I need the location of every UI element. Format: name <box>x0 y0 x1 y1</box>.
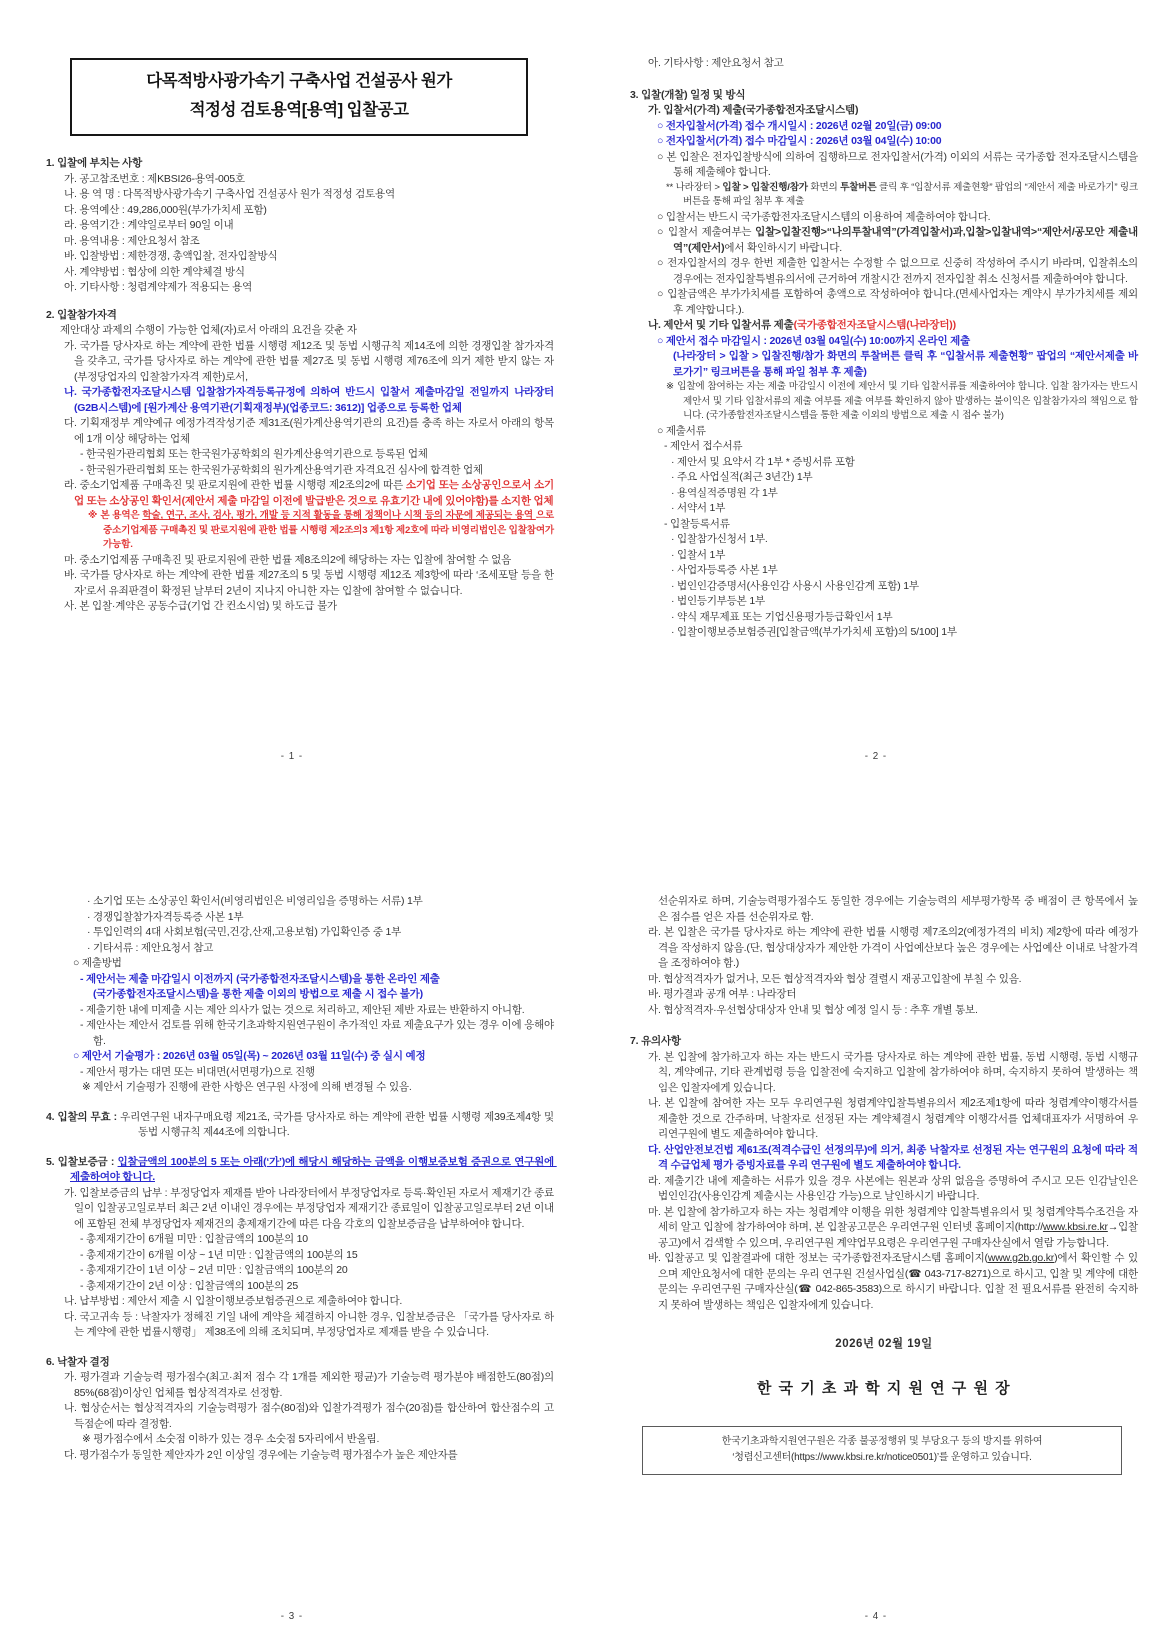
page-body <box>46 152 557 615</box>
title-line-1: 다목적방사광가속기 구축사업 건설공사 원가 <box>146 72 452 90</box>
text-line <box>630 987 1138 1003</box>
text-segment: 가. 국가를 당사자로 하는 계약에 관한 법률 시행령 제12조 및 동법 시행규칙 제14조에 의한 경쟁입찰 참가자격을 갖추고, 국가를 당사자로 하는 계약에 관한 법률 제27조 및 동법 시행령 제76조에 의거 제한 받지 않는 자(부정당업자의 입찰참가자격 제한)로서, <box>64 339 554 383</box>
text-segment: ※ 제안서 기술평가 진행에 관한 사항은 연구원 사정에 의해 변경될 수 있음. <box>82 1081 412 1093</box>
text-line <box>630 287 1141 318</box>
text-line <box>46 187 554 203</box>
spacer <box>630 72 1138 88</box>
text-line <box>46 568 557 599</box>
text-segment: 바. 입찰공고 및 입찰결과에 대한 정보는 국가종합전자조달시스템 홈페이지( <box>648 1252 988 1264</box>
text-segment: - 총제재기간이 6개월 미만 : 입찰금액의 100분의 10 <box>80 1233 308 1245</box>
text-line <box>630 256 1141 287</box>
text-line <box>46 478 554 509</box>
text-line <box>630 1337 1138 1353</box>
text-line <box>642 1426 1122 1475</box>
page-1 <box>0 0 584 826</box>
page-number: - 3 - <box>280 1610 304 1622</box>
text-segment: ○ 전자입찰서(가격) 접수 마감일시 : 2026년 03월 04일(수) 10:00 <box>657 135 942 147</box>
text-segment: - 제안서 접수서류 <box>664 440 743 452</box>
title-line-2: 적정성 검토용역[용역] 입찰공고 <box>189 101 409 119</box>
text-segment: 라. 용역기간 : 계약일로부터 90일 이내 <box>64 219 234 231</box>
text-line <box>630 1003 1138 1019</box>
text-segment: 다. 기획재정부 계약예규 예정가격작성기준 제31조(원가계산용역기관의 요건)를 충족 하는 자로서 아래의 항목에 1개 이상 해당하는 업체 <box>64 417 554 445</box>
text-line <box>46 1003 554 1019</box>
text-segment: 학술, 연구, 조사, 검사, 평가, 개발 등 지적 활동을 통해 정책이나 시책 등의 자문에 제공되는 용역 <box>142 510 536 521</box>
text-segment: 라. 본 입찰은 국가를 당사자로 하는 계약에 관한 법률 시행령 제7조의2(예정가격의 비치) 제2항에 따라 예정가격을 작성하지 않음.(단, 협상대상자가 제안한 가격이 사업예산보다 높은 경우에는 사업예산 이내로 낙찰가격을 조정하여야 함.) <box>648 926 1139 969</box>
page-2 <box>584 0 1168 826</box>
text-segment: ※ 본 용역은 <box>88 510 143 521</box>
page-body <box>630 894 1141 1475</box>
text-segment: · 사업자등록증 사본 1부 <box>671 564 778 576</box>
text-line <box>630 532 1138 548</box>
text-line <box>46 416 554 447</box>
notice-title-box <box>70 58 528 136</box>
link[interactable]: www.kbsi.re.kr <box>1042 1221 1108 1233</box>
link[interactable]: www.g2b.go.kr <box>987 1252 1055 1264</box>
text-segment: 화면의 <box>807 181 841 193</box>
text-segment: ** 나라장터 > <box>666 181 723 193</box>
text-segment: ○ 입찰서 제출여부는 <box>657 226 756 238</box>
text-segment: 가. 본 입찰에 참가하고자 하는 자는 반드시 국가를 당사자로 하는 계약에 관한 법률, 동법 시행령, 동법 시행규칙, 계약예규, 기타 관계법령 등을 입찰전에 숙지하고 입찰에 참가하여야 하며, 숙지하지 못하여 발생하는 책임은 입찰자에게 있습니다. <box>648 1050 1138 1094</box>
text-line <box>630 1174 1141 1205</box>
text-line <box>630 470 1138 486</box>
text-line <box>46 1279 554 1295</box>
text-line <box>46 203 554 219</box>
text-segment: 마. 중소기업제품 구매촉진 및 판로지원에 관한 법률 제8조의2에 해당하는 자는 입찰에 참여할 수 없음 <box>64 553 512 566</box>
text-line <box>46 1155 557 1186</box>
text-line <box>46 987 554 1003</box>
text-line <box>46 1294 554 1310</box>
text-line <box>630 103 1138 119</box>
page-body <box>630 56 1141 641</box>
text-line <box>630 625 1138 641</box>
text-segment: · 서약서 1부 <box>671 502 726 514</box>
text-line <box>46 1355 554 1371</box>
text-segment: 1. 입찰에 부치는 사항 <box>46 157 143 169</box>
text-line <box>46 265 554 281</box>
text-line <box>46 956 554 972</box>
text-line <box>46 1448 554 1464</box>
text-segment: · 기타서류 : 제안요청서 참고 <box>87 941 214 954</box>
text-segment: ○ 입찰서는 반드시 국가종합전자조달시스템의 이용하여 제출하여야 합니다. <box>657 210 991 223</box>
text-segment: ○ 전자입찰서(가격) 접수 개시일시 : 2026년 02월 20일(금) 09:00 <box>657 119 942 132</box>
spacer <box>630 1313 1138 1337</box>
text-line <box>630 1034 1138 1050</box>
text-segment: 에서 확인하시기 바랍니다. <box>724 241 842 254</box>
text-line <box>46 1248 554 1264</box>
text-line <box>46 509 557 553</box>
text-segment: · 경쟁입찰참가자격등록증 사본 1부 <box>87 910 244 923</box>
text-segment: 소기업 또는 소상공인으로서 소기업 또는 소상공인 확인서(제안서 제출 마감일 이전에 발급받은 것으로 유효기간 내에 있어야함)를 소지한 업체 <box>74 479 554 507</box>
text-segment: 7. 유의사항 <box>630 1035 681 1047</box>
text-line <box>46 1232 554 1248</box>
text-line <box>46 308 554 324</box>
text-segment: - 입찰등록서류 <box>664 517 730 530</box>
text-segment: 입찰>입찰진행>“나의투찰내역”(가격입찰서)과,입찰>입찰내역>“제안서/공모안 제출내역”(제안서) <box>673 226 1138 254</box>
text-line <box>46 1049 554 1065</box>
text-segment: · 입찰참가신청서 1부. <box>671 533 768 545</box>
text-line <box>46 925 554 941</box>
text-line <box>46 1310 554 1341</box>
text-line <box>46 553 554 569</box>
text-line <box>630 1251 1141 1313</box>
text-line <box>630 210 1138 226</box>
text-segment: 우리연구원 내자구매요령 제21조, 국가를 당사자로 하는 계약에 관한 법률 시행령 제39조제4항 및 동법 시행규칙 제44조에 의합니다. <box>120 1110 557 1138</box>
text-segment: 나. 협상순서는 협상적격자의 기술능력평가 점수(80점)와 입찰가격평가 점수(20점)를 합산하여 합산점수의 고득점순에 따라 결정함. <box>64 1402 554 1430</box>
text-line <box>630 563 1138 579</box>
text-line <box>630 1381 1138 1397</box>
text-line <box>46 1263 554 1279</box>
text-segment: 가. 평가결과 기술능력 평가점수(최고·최저 점수 각 1개를 제외한 평균)가 기술능력 평가분야 배점한도(80점)의 85%(68점)이상인 업체를 협상적격자로 선정함. <box>64 1371 557 1399</box>
text-line <box>46 463 554 479</box>
text-segment: 바. 입찰방법 : 제한경쟁, 총액입찰, 전자입찰방식 <box>64 250 278 262</box>
text-segment: 나. 용 역 명 : 다목적방사광가속기 구축사업 건설공사 원가 적정성 검토용역 <box>64 188 395 200</box>
text-segment: 사. 본 입찰·계약은 공동수급(기업 간 컨소시엄) 및 하도급 불가 <box>64 600 337 612</box>
text-line <box>630 486 1138 502</box>
text-line <box>46 599 554 615</box>
text-segment: · 투입인력의 4대 사회보험(국민,건강,산재,고용보험) 가입확인증 중 1부 <box>87 926 402 938</box>
text-segment: ○ 제출서류 <box>657 424 706 437</box>
text-segment: - 제안사는 제안서 검토를 위해 한국기초과학지원연구원이 추가적인 자료 제출요구가 있는 경우 이에 응해야 함. <box>80 1019 557 1047</box>
text-segment: 클릭 후 “입찰서류 제출현황” 팝업의 “제안서 제출 바로가기” 링크버튼을 통해 파일 첨부 후 제출 <box>683 181 1139 207</box>
text-segment: 2026년 02월 19일 <box>835 1338 933 1350</box>
text-segment: 바. 평가결과 공개 여부 : 나라장터 <box>648 988 797 1000</box>
text-line <box>46 218 554 234</box>
text-line <box>46 234 554 250</box>
text-line <box>630 501 1138 517</box>
text-segment: · 약식 재무제표 또는 기업신용평가등급확인서 1부 <box>671 610 893 623</box>
page-number: - 2 - <box>864 750 888 762</box>
text-line <box>630 610 1138 626</box>
text-line <box>46 447 554 463</box>
text-segment: ○ 입찰금액은 부가가치세를 포함하여 총액으로 작성하여야 합니다.(면세사업자는 계약시 부가가치세를 제외 후 계약합니다.). <box>657 288 1141 316</box>
text-segment: · 제안서 및 요약서 각 1부 * 증빙서류 포함 <box>671 455 855 468</box>
text-segment: ○ 본 입찰은 전자입찰방식에 의하여 집행하므로 전자입찰서(가격) 이외의 서류는 국가종합 전자조달시스템을 통해 제출해야 합니다. <box>657 150 1141 178</box>
text-segment: 투찰버튼 <box>840 181 877 193</box>
text-segment: · 법인인감증명서(사용인감 사용시 사용인감계 포함) 1부 <box>671 579 919 592</box>
text-line <box>630 1050 1138 1097</box>
text-segment: 가. 공고참조번호 : 제KBSI26-용역-005호 <box>64 172 245 185</box>
text-line <box>46 1065 554 1081</box>
text-line <box>630 894 1138 925</box>
text-line <box>630 119 1138 135</box>
text-line <box>630 424 1138 440</box>
text-segment: 바. 국가를 당사자로 하는 계약에 관한 법률 제27조의 5 및 동법 시행령 제12조 제3항에 따라 ‘조세포탈 등을 한 자’로서 유죄판결이 확정된 날부터 2년이 지나지 아니한 자는 입찰에 참여할 수 없습니다. <box>64 569 557 597</box>
text-segment: ○ 제출방법 <box>73 957 122 969</box>
page-number: - 4 - <box>864 1610 888 1622</box>
text-line <box>46 1432 554 1448</box>
text-segment: 나. 납부방법 : 제안서 제출 시 입찰이행보증보험증권으로 제출하여야 합니다. <box>64 1295 403 1307</box>
text-segment: →입찰공고)에서 검색할 수 있으며, 우리연구원 계약업무요령은 우리연구원 구매자산실에서 열람 가능합니다. <box>658 1221 1138 1249</box>
text-segment: ○ 제안서 기술평가 : 2026년 03월 05일(목) ~ 2026년 03월 11일(수) 중 실시 예정 <box>73 1050 426 1062</box>
text-segment: (국가종합전자조달시스템(나라장터)) <box>793 319 956 331</box>
text-segment: 아. 기타사항 : 제안요청서 참고 <box>648 57 784 69</box>
text-segment: · 법인등기부등본 1부 <box>671 595 765 607</box>
page-number: - 1 - <box>280 750 304 762</box>
text-line <box>630 181 1138 210</box>
spacer <box>46 296 554 308</box>
text-segment: 아. 기타사항 : 청렴계약제가 적용되는 용역 <box>64 281 253 293</box>
text-segment: 2. 입찰참가자격 <box>46 308 117 321</box>
text-segment: 다. 산업안전보건법 제61조(적격수급인 선정의무)에 의거, 최종 낙찰자로 선정된 자는 연구원의 요청에 따라 적격 수급업체 평가 증빙자료를 우리 연구원에 별도 제출하여야 합니다. <box>648 1143 1138 1171</box>
text-segment: · 용역실적증명원 각 1부 <box>671 486 778 499</box>
text-segment: 마. 용역내용 : 제안요청서 참조 <box>64 234 200 247</box>
text-segment: - 총제재기간이 1년 이상 ~ 2년 미만 : 입찰금액의 100분의 20 <box>80 1264 348 1276</box>
text-line <box>46 1186 554 1233</box>
text-segment: 한국기초과학지원연구원은 각종 불공정행위 및 부당요구 등의 방지를 위하여 <box>721 1436 1043 1447</box>
text-line <box>630 972 1138 988</box>
text-segment: 라. 제출기간 내에 제출하는 서류가 있을 경우 사본에는 원본과 상위 없음을 증명하여 주시고 모든 인감날인은 법인인감(사용인감계 제출시는 사용인감 가능)으로 날인하시기 바랍니다. <box>648 1174 1141 1202</box>
text-segment: 4. 입찰의 무효 : <box>46 1110 121 1123</box>
text-segment: 라. 중소기업제품 구매촉진 및 판로지원에 관한 법률 시행령 제2조의2에 따른 <box>64 479 406 491</box>
text-line <box>630 318 1138 334</box>
text-segment: 나. 국가종합전자조달시스템 입찰참가자격등록규정에 의하여 반드시 입찰서 제출마감일 전일까지 나라장터(G2B시스템)에 [원가계산 용역기관(기획재정부)(업종코드: 3612)] 업종으로 등록한 업체 <box>64 386 554 414</box>
spacer <box>630 1018 1138 1034</box>
text-line <box>630 1205 1138 1252</box>
text-segment: ‘청렴신고센터(https://www.kbsi.re.kr/notice0501)’를 운영하고 있습니다. <box>732 1452 1032 1463</box>
text-line <box>46 385 554 416</box>
text-segment: 입찰금액의 100분의 5 또는 아래(‘가’)에 해당시 해당하는 금액을 이행보증보험 증권으로 연구원에 제출하여야 합니다. <box>70 1155 557 1183</box>
text-segment: 나. 제안서 및 기타 입찰서류 제출 <box>648 319 794 331</box>
text-segment: · 입찰서 1부 <box>671 548 726 561</box>
text-segment: 6. 낙찰자 결정 <box>46 1355 110 1368</box>
text-segment: 선순위자로 하며, 기술능력평가점수도 동일한 경우에는 기술능력의 세부평가항목 중 배점이 큰 항목에서 높은 점수를 얻은 자를 선순위자로 함. <box>658 895 1138 923</box>
text-segment: 다. 평가점수가 동일한 제안자가 2인 이상일 경우에는 기술능력 평가점수가 높은 제안자를 <box>64 1448 458 1461</box>
text-line <box>630 439 1138 455</box>
text-line <box>630 1143 1138 1174</box>
page-3 <box>0 826 584 1652</box>
text-line <box>46 156 554 172</box>
text-line <box>46 1110 557 1141</box>
spacer <box>46 1341 554 1355</box>
text-segment: ※ 평가점수에서 소숫점 이하가 있는 경우 소숫점 5자리에서 반올림. <box>82 1433 380 1445</box>
text-line <box>46 249 554 265</box>
text-line <box>46 894 554 910</box>
text-line <box>630 548 1138 564</box>
text-segment: 나. 본 입찰에 참여한 자는 모두 우리연구원 청렴계약입찰특별유의서 제2조제1항에 따라 청렴계약이행각서를 제출한 것으로 간주하며, 낙찰자로 선정된 자는 계약체결시 청렴계약 이행각서를 업체대표자가 서명하여 우리연구원에 별도 제출하여야 합니다. <box>648 1097 1141 1140</box>
page-4 <box>584 826 1168 1652</box>
page-body <box>46 894 557 1463</box>
spacer <box>46 1141 554 1155</box>
text-segment: 입찰 > 입찰진행/참가 <box>722 181 808 193</box>
spacer <box>46 1096 554 1110</box>
text-segment: 한 국 기 초 과 학 지 원 연 구 원 장 <box>756 1379 1012 1397</box>
text-line <box>46 941 554 957</box>
text-segment: - 제안서는 제출 마감일시 이전까지 (국가종합전자조달시스템)을 통한 온라인 제출 <box>80 972 440 985</box>
text-segment: ○ 제안서 접수 마감일시 : 2026년 03월 04일(수) 10:00까지 온라인 제출 <box>657 334 971 347</box>
text-segment: - 한국원가관리협회 또는 한국원가공학회의 원가계산용역기관 자격요건 심사에 합격한 업체 <box>80 463 483 476</box>
text-line <box>46 1370 557 1401</box>
text-segment: - 총제재기간이 2년 이상 : 입찰금액의 100분의 25 <box>80 1279 298 1292</box>
text-segment: 다. 국고귀속 등 : 낙찰자가 정해진 기일 내에 계약을 체결하지 아니한 경우, 입찰보증금은 「국가를 당사자로 하는 계약에 관한 법률시행령」 제38조에 의해 조치되며, 부정당업자로 제재를 받을 수 있습니다. <box>64 1310 554 1338</box>
text-segment: ※ 입찰에 참여하는 자는 제출 마감일시 이전에 제안서 및 기타 입찰서류를 제출하여야 합니다. 입찰 참가자는 반드시 제안서 및 기타 입찰서류의 제출 여부를 제출 여부를 확인하지 않아 발생하는 불이익은 입찰참가자의 책임으로 합니다. (국가종합전자조달시스템을 통한 제출 이외의 방법으로 제출 시 접수 불가) <box>666 381 1141 421</box>
text-segment: ○ 전자입찰서의 경우 한번 제출한 입찰서는 수정할 수 없으므로 신중히 작성하여 주시기 바라며, 입찰취소의 경우에는 전자입찰특별유의서에 근거하여 개찰시간 전까지 전자입찰 취소 신청서를 제출하여야 합니다. <box>657 257 1141 285</box>
text-line <box>630 1096 1141 1143</box>
text-segment: 가. 입찰서(가격) 제출(국가종합전자조달시스템) <box>648 104 859 116</box>
text-line <box>630 334 1138 350</box>
text-segment: - 한국원가관리협회 또는 한국원가공학회의 원가계산용역기관으로 등록된 업체 <box>80 448 428 460</box>
spacer <box>630 1353 1138 1381</box>
text-segment: )에서 확인할 수 있으며 제안요청서에 대한 문의는 우리 연구원 건설사업실(☎ 043-717-8271)으로 하시고, 입찰 및 계약에 대한 문의는 우리연구원 구매자산실(☎ 042-865-3583)으로 하시기 바랍니다. 입찰 전 필요서류를 완전히 숙지하지 못하여 발생하는 책임은 입찰자에게 있습니다. <box>658 1252 1141 1311</box>
text-segment: - 총제재기간이 6개월 이상 ~ 1년 미만 : 입찰금액의 100분의 15 <box>80 1248 358 1261</box>
text-segment: 사. 계약방법 : 협상에 의한 계약체결 방식 <box>64 265 245 278</box>
text-segment: (국가종합전자조달시스템)을 통한 제출 이외의 방법으로 제출 시 접수 불가) <box>93 988 423 1000</box>
text-segment: 사. 협상적격자·우선협상대상자 안내 및 협상 예정 일시 등 : 추후 개별 통보. <box>648 1003 978 1016</box>
text-line <box>46 910 554 926</box>
text-segment: 마. 협상적격자가 없거나, 모든 협상적격자와 협상 결렬시 재공고입찰에 부칠 수 있음. <box>648 972 1022 985</box>
text-segment: 3. 입찰(개찰) 일정 및 방식 <box>630 88 746 101</box>
text-segment: 마. 본 입찰에 참가하고자 하는 자는 청렴계약 이행을 위한 청렴계약 입찰특별유의서 및 청렴계약특수조건을 자세히 알고 입찰에 참가하여야 하며, 본 입찰공고문은 우리연구원 인터넷 홈페이지(http:// <box>648 1205 1138 1233</box>
text-line <box>46 1018 557 1049</box>
text-line <box>46 1080 554 1096</box>
text-segment: · 소기업 또는 소상공인 확인서(비영리법인은 비영리임을 증명하는 서류) 1부 <box>87 895 423 907</box>
text-segment: 제안대상 과제의 수행이 가능한 업체(자)로서 아래의 요건을 갖춘 자 <box>60 324 357 336</box>
text-line <box>630 380 1141 424</box>
text-line <box>46 1401 554 1432</box>
text-line <box>630 579 1138 595</box>
text-line <box>46 280 554 296</box>
text-segment: - 제안서 평가는 대면 또는 비대면(서면평가)으로 진행 <box>80 1065 315 1078</box>
text-segment: 가. 입찰보증금의 납부 : 부정당업자 제재를 받아 나라장터에서 부정당업자로 등록·확인된 자로서 제재기간 종료일이 입찰공고일로부터 최근 2년 이내인 경우에는 부정당업자 제재기간 종료일이 입찰공고일로부터 2년 이내에 포함된 전체 부정당업자 제재건의 총제재기간에 따른 다음 각호의 입찰보증금을 납부하여야 합니다. <box>64 1186 554 1230</box>
text-segment: 으로 중소기업제품 구매촉진 및 판로지원에 관한 법률 시행령 제2조의3 제1항 제2호에 따라 비영리법인은 입찰참여가 가능함. <box>103 510 557 550</box>
text-segment: (나라장터 > 입찰 > 입찰진행/참가 화면의 투찰버튼 클릭 후 “입찰서류 제출현황” 팝업의 “제안서제출 바로가기” 링크버튼을 통해 파일 첨부 후 제출) <box>673 350 1138 378</box>
text-segment: 다. 용역예산 : 49,286,000원(부가가치세 포함) <box>64 203 267 216</box>
text-line <box>46 972 554 988</box>
text-line <box>630 594 1138 610</box>
text-line <box>46 172 554 188</box>
text-line <box>46 323 554 339</box>
text-line <box>630 88 1138 104</box>
text-line <box>630 455 1138 471</box>
text-line <box>630 56 1138 72</box>
text-segment: · 입찰이행보증보험증권[입찰금액(부가가치세 포함)의 5/100] 1부 <box>671 626 957 638</box>
text-segment: - 제출기한 내에 미제출 시는 제안 의사가 없는 것으로 처리하고, 제안된 제반 자료는 반환하지 아니함. <box>80 1003 525 1016</box>
text-line <box>630 517 1138 533</box>
text-line <box>630 925 1138 972</box>
text-line <box>630 349 1138 380</box>
text-line <box>630 225 1138 256</box>
spacer <box>630 1396 1138 1426</box>
text-segment: · 주요 사업실적(최근 3년간) 1부 <box>671 471 813 483</box>
text-line <box>630 134 1138 150</box>
text-segment: 5. 입찰보증금 : <box>46 1155 118 1168</box>
text-line <box>46 339 554 386</box>
text-line <box>630 150 1141 181</box>
